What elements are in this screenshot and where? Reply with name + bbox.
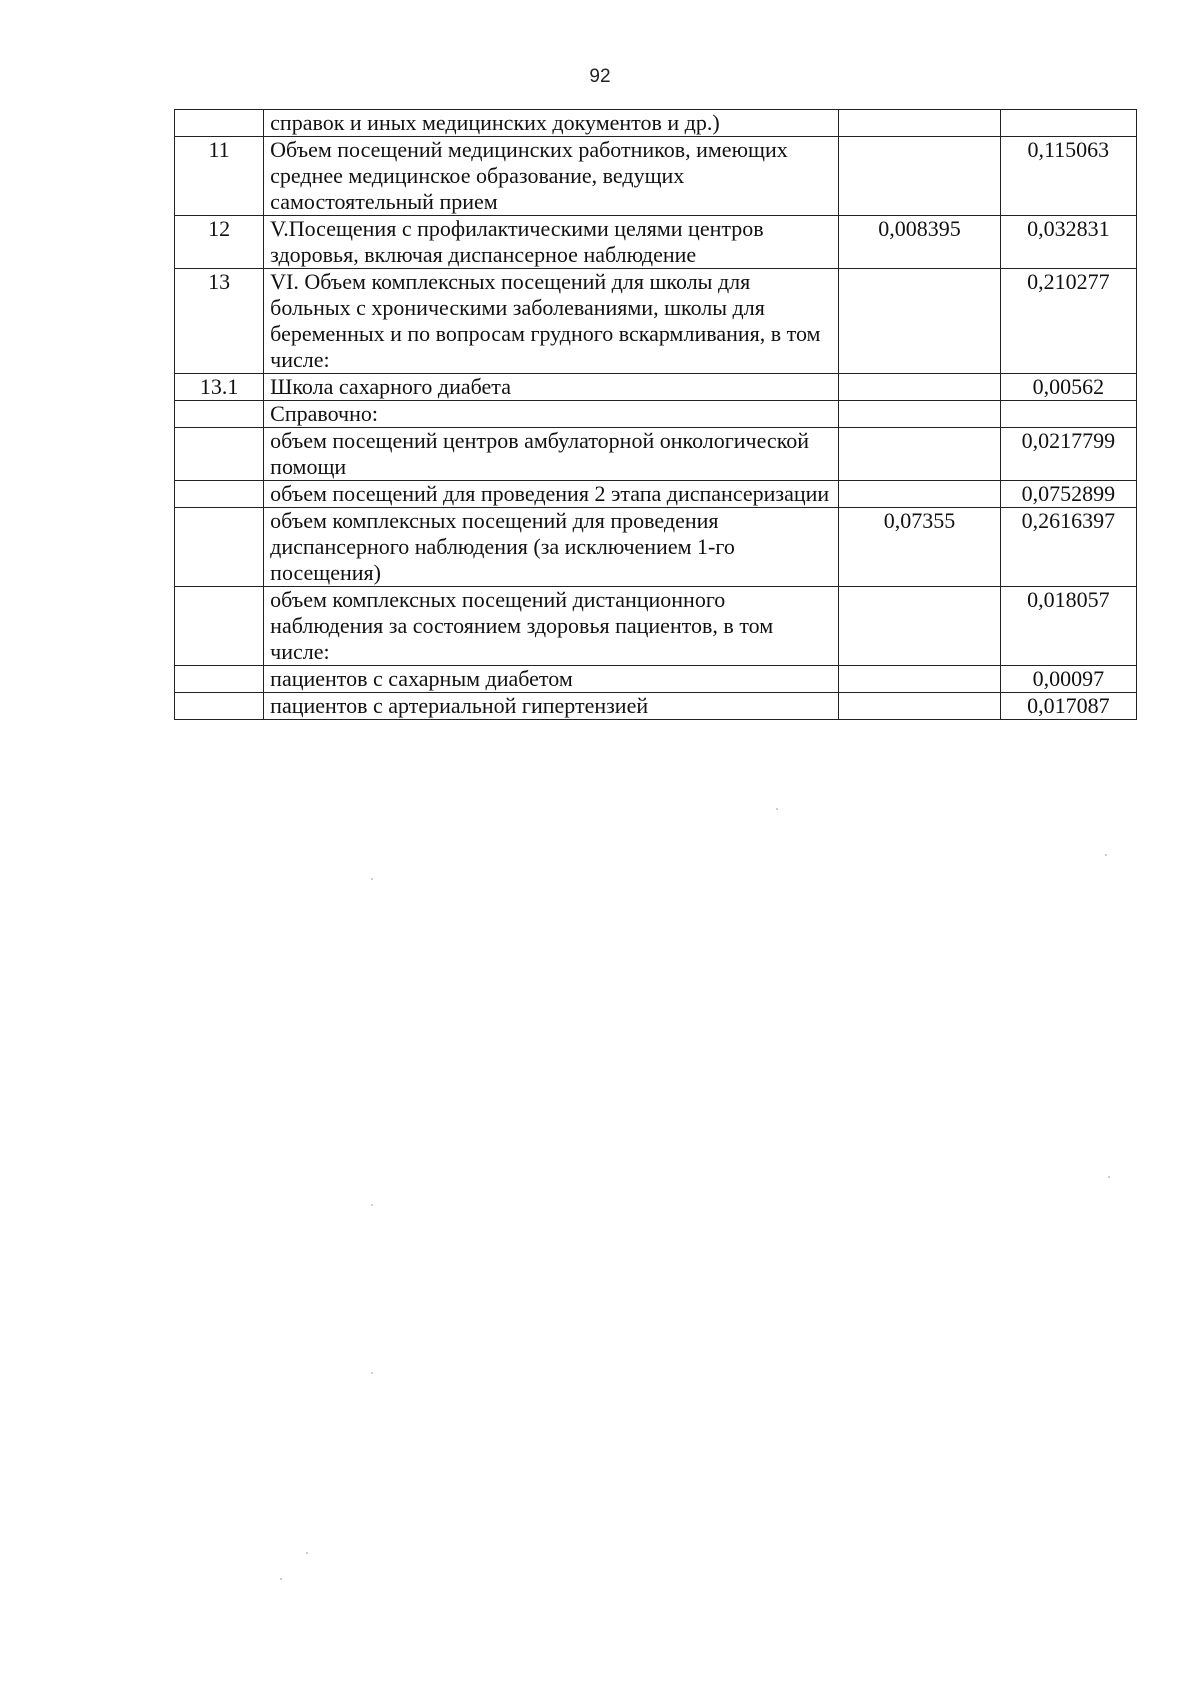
value-2: 0,00097 [1000,666,1136,693]
table-row [175,508,1137,587]
scan-speck [371,1372,373,1374]
table-row [175,666,1137,693]
value-2: 0,0217799 [1000,428,1136,481]
scan-speck [371,878,373,880]
value-1 [839,374,1000,401]
row-number: 12 [175,216,264,269]
value-1 [839,110,1000,137]
row-number [175,401,264,428]
value-1 [839,428,1000,481]
value-1: 0,008395 [839,216,1000,269]
row-number [175,508,264,587]
row-number: 11 [175,137,264,216]
value-2: 0,115063 [1000,137,1136,216]
value-2: 0,210277 [1000,269,1136,374]
value-1 [839,666,1000,693]
row-number [175,481,264,508]
row-name: Школа сахарного диабета [264,374,839,401]
scan-speck [306,1552,308,1554]
data-table [174,109,1137,720]
table-row [175,587,1137,666]
row-number [175,428,264,481]
value-2: 0,018057 [1000,587,1136,666]
value-1 [839,269,1000,374]
row-number: 13.1 [175,374,264,401]
row-name: пациентов с сахарным диабетом [264,666,839,693]
table-row [175,693,1137,720]
row-number [175,666,264,693]
value-1 [839,693,1000,720]
table-row [175,481,1137,508]
row-name: V.Посещения с профилактическими целями центров здоровья, включая диспансерное наблюдение [264,216,839,269]
table-row [175,401,1137,428]
scan-speck [1105,854,1107,856]
value-2 [1000,401,1136,428]
value-1: 0,07355 [839,508,1000,587]
row-number [175,110,264,137]
table-row [175,428,1137,481]
value-1 [839,481,1000,508]
row-name: Справочно: [264,401,839,428]
scan-speck [776,808,778,810]
value-2: 0,2616397 [1000,508,1136,587]
table-row [175,269,1137,374]
value-1 [839,587,1000,666]
value-2 [1000,110,1136,137]
row-name: пациентов с артериальной гипертензией [264,693,839,720]
row-name: объем посещений для проведения 2 этапа диспансеризации [264,481,839,508]
scan-speck [371,1204,373,1206]
value-2: 0,032831 [1000,216,1136,269]
scan-speck [280,1578,282,1580]
row-name: объем комплексных посещений дистанционного наблюдения за состоянием здоровья пациентов, в том числе: [264,587,839,666]
table-row [175,216,1137,269]
table-row [175,137,1137,216]
row-number [175,587,264,666]
scan-speck [1108,1176,1110,1178]
row-number [175,693,264,720]
row-name: объем посещений центров амбулаторной онкологической помощи [264,428,839,481]
page-number: 92 [589,66,611,87]
value-1 [839,401,1000,428]
table-row [175,110,1137,137]
row-name: справок и иных медицинских документов и др.) [264,110,839,137]
row-number: 13 [175,269,264,374]
value-2: 0,00562 [1000,374,1136,401]
row-name: объем комплексных посещений для проведения диспансерного наблюдения (за исключением 1-го посещения) [264,508,839,587]
row-name: VI. Объем комплексных посещений для школы для больных с хроническими заболеваниями, школы для беременных и по вопросам грудного вскармливания, в том числе: [264,269,839,374]
table-row [175,374,1137,401]
value-2: 0,0752899 [1000,481,1136,508]
value-1 [839,137,1000,216]
value-2: 0,017087 [1000,693,1136,720]
row-name: Объем посещений медицинских работников, имеющих среднее медицинское образование, ведущих самостоятельный прием [264,137,839,216]
